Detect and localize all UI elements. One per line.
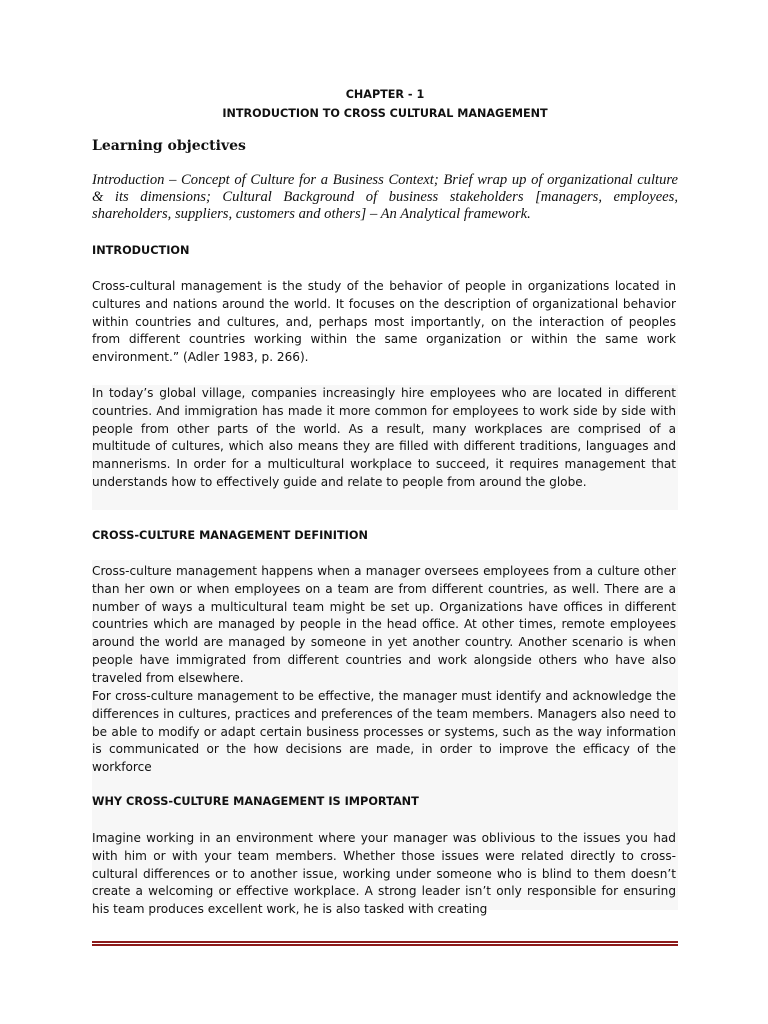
- definition-paragraph-1: Cross-culture management happens when a manager oversees employees from a culture other than her own or when employees on a team are from different countries, as well. There are a number of ways a multicultural team might be set up. Organizations have offices in different countries which are managed by people in the head office. At other times, remote employees around the world are managed by someone in yet another country. Another scenario is when people have immigrated from different countries and work alongside others who have also traveled from elsewhere.: [92, 564, 676, 685]
- introduction-heading: INTRODUCTION: [92, 244, 190, 257]
- importance-heading: WHY CROSS-CULTURE MANAGEMENT IS IMPORTANT: [92, 795, 419, 808]
- definition-heading: CROSS-CULTURE MANAGEMENT DEFINITION: [92, 529, 368, 542]
- footer-rule: [92, 941, 678, 946]
- learning-objectives-text: Introduction – Concept of Culture for a Business Context; Brief wrap up of organizational culture & its dimensions; Cultural Background of business stakeholders [managers, employees, shareholders, suppliers, customers and others] – An Analytical framework.: [92, 172, 678, 222]
- chapter-title: INTRODUCTION TO CROSS CULTURAL MANAGEMENT: [222, 107, 548, 120]
- definition-paragraph-2: For cross-culture management to be effective, the manager must identify and acknowledge the differences in cultures, practices and preferences of the team members. Managers also need to be able to modify or adapt certain business processes or systems, such as the way information is communicated or the how decisions are made, in order to improve the efficacy of the workforce: [92, 689, 676, 775]
- introduction-paragraph-2: In today’s global village, companies increasingly hire employees who are located in different countries. And immigration has made it more common for employees to work side by side with people from other parts of the world. As a result, many workplaces are comprised of a multitude of cultures, which also means they are filled with different traditions, languages and mannerisms. In order for a multicultural workplace to succeed, it requires management that understands how to effectively guide and relate to people from around the globe.: [92, 386, 676, 489]
- importance-paragraph-1: Imagine working in an environment where your manager was oblivious to the issues you had with him or with your team members. Whether those issues were related directly to cross-cultural differences or to another issue, working under someone who is blind to them doesn’t create a welcoming or effective workplace. A strong leader isn’t only responsible for ensuring his team produces excellent work, he is also tasked with creating: [92, 831, 676, 917]
- chapter-number: CHAPTER - 1: [345, 88, 425, 101]
- introduction-paragraph-1: Cross-cultural management is the study of the behavior of people in organizations located in cultures and nations around the world. It focuses on the description of organizational behavior within countries and cultures, and, perhaps most importantly, on the interaction of peoples from different countries working within the same organization or within the same work environment.” (Adler 1983, p. 266).: [92, 279, 676, 365]
- learning-objectives-heading: Learning objectives: [92, 138, 246, 154]
